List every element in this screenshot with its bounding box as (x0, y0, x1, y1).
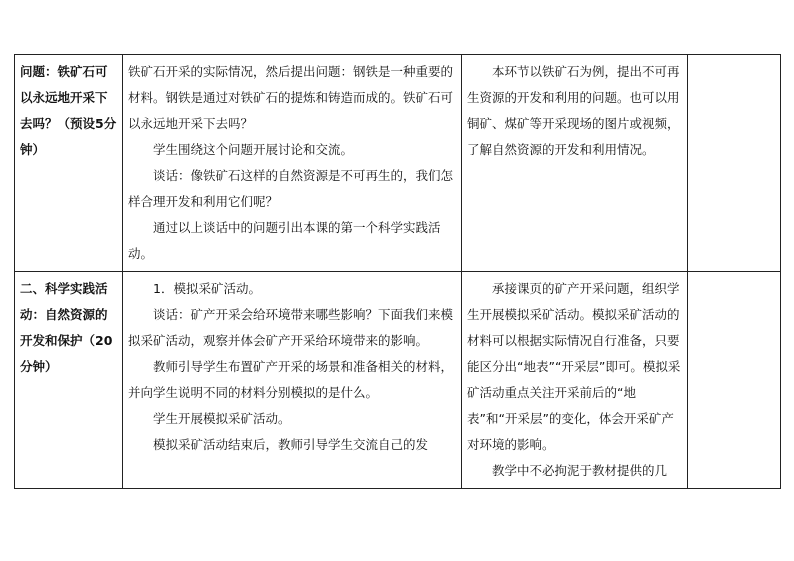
step-cell: 问题：铁矿石可以永远地开采下去吗？（预设5分钟） (15, 55, 123, 272)
activity-paragraph: 模拟采矿活动结束后，教师引导学生交流自己的发 (153, 437, 429, 452)
lesson-plan-table (14, 54, 781, 489)
activity-paragraph: 铁矿石开采的实际情况，然后提出问题：钢铁是一种重要的材料。钢铁是通过对铁矿石的提炼和铸造而成的。铁矿石可以永远地开采下去吗？ (128, 64, 454, 131)
activity-paragraph: 教师引导学生布置矿产开采的场景和准备相关的材料，并向学生说明不同的材料分别模拟的是什么。 (128, 359, 454, 400)
notes-cell (462, 272, 688, 489)
step-cell: 二、科学实践活动：自然资源的开发和保护（20分钟） (15, 272, 123, 489)
activity-paragraph: 学生开展模拟采矿活动。 (153, 411, 291, 426)
extra-cell (688, 55, 781, 272)
table-row (15, 55, 781, 272)
activity-cell (123, 272, 462, 489)
activity-cell (123, 55, 462, 272)
activity-paragraph: 谈话：矿产开采会给环境带来哪些影响？下面我们来模拟采矿活动，观察并体会矿产开采给环境带来的影响。 (128, 307, 454, 348)
notes-cell (462, 55, 688, 272)
activity-paragraph: 通过以上谈话中的问题引出本课的第一个科学实践活动。 (128, 220, 441, 261)
notes-paragraph: 教学中不必拘泥于教材提供的几 (492, 463, 668, 478)
activity-paragraph: 1．模拟采矿活动。 (153, 281, 261, 296)
activity-paragraph: 谈话：像铁矿石这样的自然资源是不可再生的，我们怎样合理开发和利用它们呢？ (128, 168, 454, 209)
table-row (15, 272, 781, 489)
activity-paragraph: 学生围绕这个问题开展讨论和交流。 (153, 142, 354, 157)
notes-paragraph: 承接课页的矿产开采问题，组织学生开展模拟采矿活动。模拟采矿活动的材料可以根据实际情况自行准备，只要能区分出“地表”“开采层”即可。模拟采矿活动重点关注开采前后的“地表”和“开采层”的变化，体会开采矿产对环境的影响。 (467, 281, 681, 452)
extra-cell (688, 272, 781, 489)
notes-paragraph: 本环节以铁矿石为例，提出不可再生资源的开发和利用的问题。也可以用铜矿、煤矿等开采现场的图片或视频，了解自然资源的开发和利用情况。 (467, 64, 680, 157)
